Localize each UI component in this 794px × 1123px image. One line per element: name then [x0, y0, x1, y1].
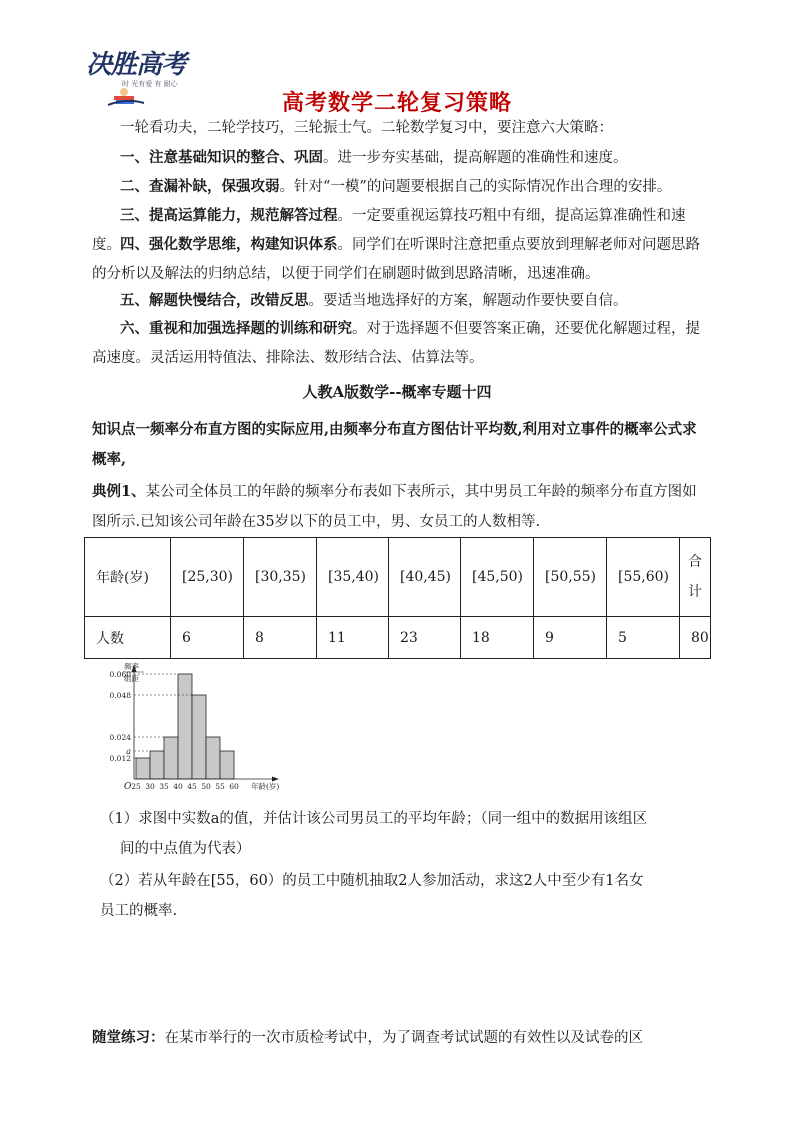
strategy-2 [92, 172, 708, 202]
table-cell-interval: [35,40) [317, 538, 389, 617]
strategy-4-text: 。同学们在听课时注意把重点要放到理解老师对问题思路的分析以及解法的归纳总结，以便于同学们在刷题时做到思路清晰，迅速准确。 [92, 237, 700, 282]
histogram-bar [164, 737, 178, 779]
section-title: 人教A版数学--概率专题十四 [302, 383, 492, 401]
question-1-line2: 间的中点值为代表） [120, 841, 251, 857]
table-header-count: 人数 [85, 617, 171, 659]
page-title: 高考数学二轮复习策略 [281, 91, 512, 116]
question-2-number: （2） [100, 873, 139, 889]
table-cell-count: 6 [171, 617, 244, 659]
x-tick-label: 55 [215, 782, 225, 791]
y-axis-label-top: 频率 [124, 662, 139, 671]
histogram-bar [220, 751, 234, 779]
table-cell-count: 9 [534, 617, 607, 659]
logo-subtext: 时 光有爱 有 耐心 [122, 80, 178, 88]
question-2-line2: 员工的概率. [100, 903, 178, 919]
knowledge-point: 知识点一频率分布直方图的实际应用,由频率分布直方图估计平均数,利用对立事件的概率公式求概率, [92, 421, 697, 468]
histogram-bar [206, 737, 220, 779]
strategy-2-heading: 二、查漏补缺，保强攻弱 [120, 178, 280, 195]
origin-label: O [124, 782, 132, 792]
table-cell-interval: [25,30) [171, 538, 244, 617]
strategy-6 [92, 314, 708, 373]
question-1 [100, 804, 710, 864]
table-cell-interval: [55,60) [607, 538, 680, 617]
table-cell-count: 11 [317, 617, 389, 659]
strategy-3-text: 。一定要重视运算技巧粗中有细，提高运算准确性和速度。 [92, 208, 686, 253]
strategy-6-heading: 六、重视和加强选择题的训练和研究 [120, 320, 352, 337]
y-tick-label: 0.012 [109, 754, 131, 763]
table-cell-interval: [40,45) [389, 538, 461, 617]
strategy-4 [92, 230, 708, 289]
total-label-1: 合 [688, 554, 702, 570]
x-tick-label: 50 [201, 782, 211, 791]
question-1-line1: 求图中实数a的值，并估计该公司男员工的平均年龄；（同一组中的数据用该组区 [138, 811, 648, 827]
table-row-count [85, 617, 711, 659]
table-cell-count: 8 [244, 617, 317, 659]
x-axis-arrow [272, 777, 279, 782]
y-tick-label: 0.048 [109, 691, 131, 700]
histogram-bar [178, 674, 192, 779]
x-tick-label: 45 [187, 782, 197, 791]
y-tick-label: 0.060 [109, 670, 131, 679]
strategy-4-heading: 四、强化数学思维，构建知识体系 [120, 236, 338, 253]
table-cell-interval: [30,35) [244, 538, 317, 617]
intro-paragraph: 一轮看功夫，二轮学技巧，三轮振士气。二轮数学复习中，要注意六大策略： [120, 120, 613, 136]
y-tick-label: 0.024 [109, 733, 131, 742]
strategy-2-text: 。针对“一模”的问题要根据自己的实际情况作出合理的安排。 [279, 179, 672, 195]
example-text: 某公司全体员工的年龄的频率分布表如下表所示，其中男员工年龄的频率分布直方图如图所示.已知该公司年龄在35岁以下的员工中，男、女员工的人数相等. [92, 484, 697, 530]
practice-paragraph [92, 1023, 708, 1053]
question-2-line1: 若从年龄在[55，60）的员工中随机抽取2人参加活动，求这2人中至少有1名女 [138, 873, 644, 889]
strategy-1-heading: 一、注意基础知识的整合、巩固 [120, 149, 323, 166]
question-2 [100, 866, 710, 926]
x-tick-label: 25 [131, 782, 141, 791]
histogram-chart [104, 660, 304, 800]
table-header-age: 年龄(岁) [85, 538, 171, 617]
practice-label: 随堂练习： [92, 1029, 165, 1046]
table-cell-count: 23 [389, 617, 461, 659]
table-cell-interval: [45,50) [461, 538, 534, 617]
table-cell-total: 80 [680, 617, 711, 659]
example-label: 典例1、 [92, 483, 146, 500]
table-row-age [85, 538, 711, 617]
x-axis-label: 年龄(岁) [251, 782, 280, 791]
strategy-6-text: 。对于选择题不但要答案正确，还要优化解题过程，提高速度。灵活运用特值法、排除法、数形结合法、估算法等。 [92, 321, 700, 366]
x-tick-label: 40 [173, 782, 183, 791]
histogram-bar [136, 758, 150, 779]
x-tick-label: 30 [145, 782, 155, 791]
x-tick-label: 60 [229, 782, 239, 791]
example-1 [92, 477, 708, 537]
strategy-3-heading: 三、提高运算能力，规范解答过程 [120, 207, 338, 224]
total-label-2: 计 [688, 584, 702, 600]
x-tick-label: 35 [159, 782, 169, 791]
table-header-total [680, 538, 711, 617]
strategy-5 [92, 286, 708, 316]
practice-text: 在某市举行的一次市质检考试中，为了调查考试试题的有效性以及试卷的区 [164, 1030, 643, 1046]
y-tick-label: a [126, 747, 131, 756]
strategy-5-text: 。要适当地选择好的方案，解题动作要快要自信。 [308, 293, 628, 309]
histogram-bar [150, 751, 164, 779]
question-1-number: （1） [100, 811, 139, 827]
histogram-bar [192, 695, 206, 779]
table-cell-interval: [50,55) [534, 538, 607, 617]
strategy-1 [92, 143, 708, 173]
frequency-table [84, 537, 711, 659]
table-cell-count: 5 [607, 617, 680, 659]
strategy-5-heading: 五、解题快慢结合，改错反思 [120, 292, 309, 309]
table-cell-count: 18 [461, 617, 534, 659]
logo-text: 决胜高考 [86, 50, 187, 80]
strategy-1-text: 。进一步夯实基础，提高解题的准确性和速度。 [323, 150, 628, 166]
y-axis-label-bottom: 组距 [124, 674, 139, 683]
